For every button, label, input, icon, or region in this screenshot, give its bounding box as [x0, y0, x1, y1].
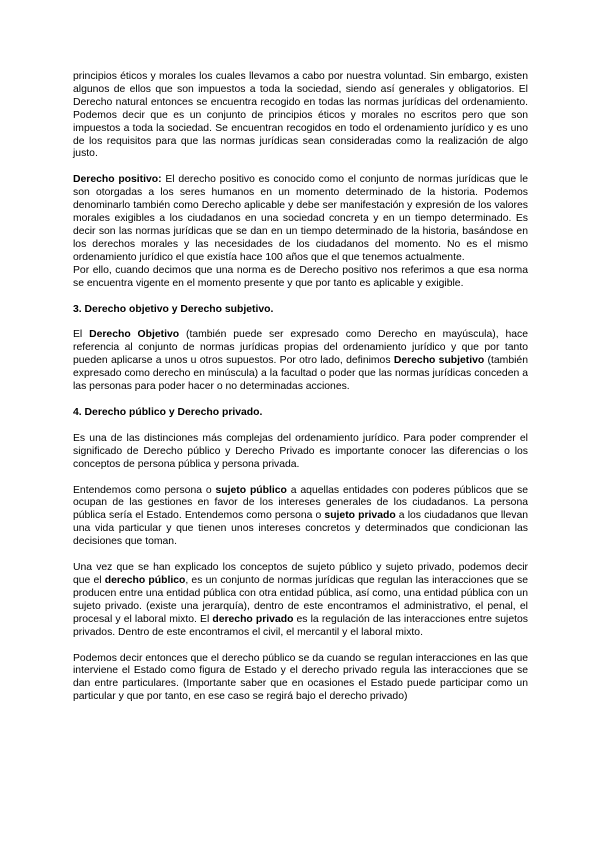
text-run: Una vez que se han explicado los conceptos de sujeto público y sujeto privado, podemos decir que el: [73, 562, 528, 586]
document-body: [73, 71, 528, 704]
term-derecho-publico: derecho público: [104, 575, 186, 586]
term-sujeto-publico: sujeto público: [215, 484, 287, 496]
term-derecho-positivo: Derecho positivo:: [73, 174, 162, 186]
text-run: (también expresado como derecho en minúscula) a la facultad o poder que las normas jurídicas conceden a las personas para poder hacer o no determinadas acciones.: [73, 355, 528, 393]
paragraph-derecho-objetivo-subjetivo: [73, 329, 528, 394]
paragraph-derecho-positivo: [73, 174, 528, 264]
text-run: Entendemos como persona o: [73, 484, 216, 496]
paragraph-distinciones: Es una de las distinciones más complejas del ordenamiento jurídico. Para poder comprender el significado de Derecho público y Derecho Privado es importante conocer las diferencias o los conceptos de persona pública y persona privada.: [73, 432, 528, 470]
text-run: a aquellas entidades con poderes públicos que se ocupan de las gestiones en favor de los intereses generales de los ciudadanos. La persona pública sería el Estado. Entendemos como persona o: [73, 484, 529, 522]
term-derecho-subjetivo: Derecho subjetivo: [393, 355, 485, 367]
paragraph-text: El derecho positivo es conocido como el conjunto de normas jurídicas que le son otorgadas a los seres humanos en un momento determinado de la historia. Podemos denominarlo también como Derecho aplicable y debe ser manifestación y expresión de los valores morales exigibles a los ciudadanos en una sociedad concreta y en un tiempo determinado. Es decir son las normas jurídicas que se dan en un tiempo determinado de la historia, basándose en los derechos morales y las necesidades de los ciudadanos del momento. No es el mismo ordenamiento jurídico el que existía hace 100 años que el que tenemos actualmente.: [73, 174, 528, 263]
paragraph-derecho-natural: principios éticos y morales los cuales llevamos a cabo por nuestra voluntad. Sin embargo, existen algunos de ellos que son impuestos a toda la sociedad, siendo así generales y obligatorios. El Derecho natural entonces se encuentra recogido en todas las normas jurídicas del ordenamiento. Podemos decir que es un conjunto de principios éticos y morales no escritos pero que son impuestos a toda la sociedad. Se encuentran recogidos en todo el ordenamiento jurídico y es uno de los requisitos para que las normas jurídicas sean consideradas como la realización de algo justo.: [73, 71, 528, 160]
heading-section-3: 3. Derecho objetivo y Derecho subjetivo.: [73, 303, 274, 315]
text-run: El: [73, 329, 90, 341]
paragraph-derecho-publico-privado: [73, 562, 528, 639]
heading-section-4: 4. Derecho público y Derecho privado.: [73, 406, 263, 418]
paragraph-norma-vigente: Por ello, cuando decimos que una norma es de Derecho positivo nos referimos a que esa norma se encuentra vigente en el momento presente y que por tanto es aplicable y exigible.: [73, 264, 528, 289]
term-derecho-privado: derecho privado: [212, 613, 294, 625]
term-derecho-objetivo: Derecho Objetivo: [89, 329, 180, 341]
text-run: (también puede ser expresado como Derecho en mayúscula), hace referencia al conjunto de normas jurídicas propias del ordenamiento jurídico y que por tanto pueden aplicarse a unos u otros supuestos. Por otro lado, definimos: [73, 329, 528, 367]
paragraph-sujetos: [73, 485, 528, 550]
paragraph-conclusion: Podemos decir entonces que el derecho público se da cuando se regulan interacciones en las que interviene el Estado como figura de Estado y el derecho privado regula las interacciones que se dan entre particulares. (Importante saber que en ocasiones el Estado puede participar como un particular y que por tanto, en ese caso se regirá bajo el derecho privado): [73, 652, 528, 703]
text-run: a los ciudadanos que llevan una vida particular y que tienen unos intereses concretos y determinados que condicionan las decisiones que toman.: [73, 510, 529, 548]
text-run: , es un conjunto de normas jurídicas que regulan las interacciones que se producen entre una entidad pública con otra entidad pública, así como, una entidad pública con un sujeto privado. (existe una jerarquía), dentro de este encontramos el administrativo, el penal, el procesal y el laboral mixto. El: [73, 575, 529, 625]
text-run: es la regulación de las interacciones entre sujetos privados. Dentro de este encontramos el civil, el mercantil y el laboral mixto.: [73, 613, 528, 638]
term-sujeto-privado: sujeto privado: [324, 510, 396, 522]
